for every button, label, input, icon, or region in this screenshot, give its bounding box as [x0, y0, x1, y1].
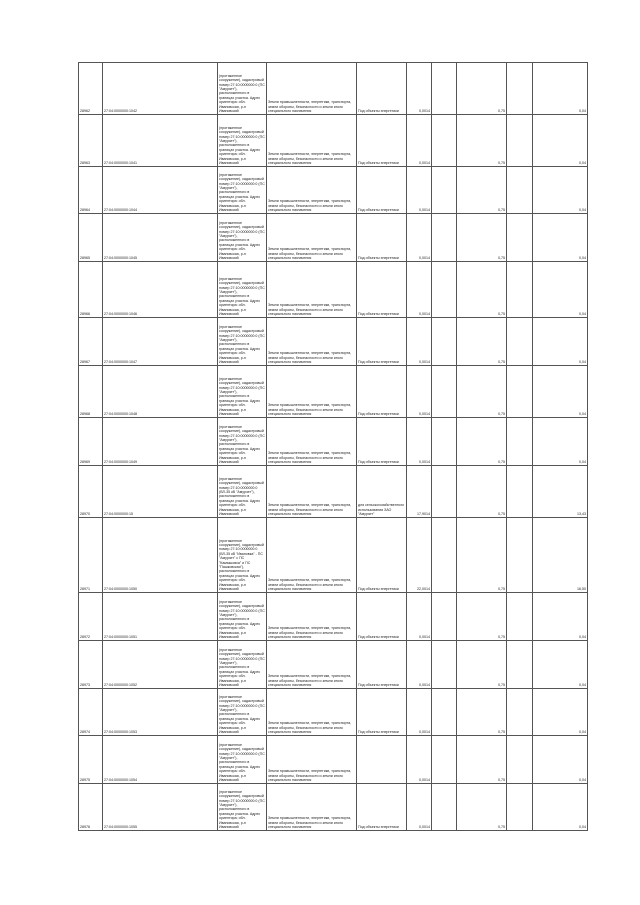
- table-row: [79, 115, 588, 167]
- rate-value: 0,75: [457, 167, 507, 214]
- object-description: (протяженное сооружение), кадастровый номер 27:10:0000000:0 (ПС "Амурзет"), расположенного в границах участка. Адрес ориентира: обл. Ивановская, р-н Ивановский: [218, 63, 267, 115]
- plot-area: 0,0014: [407, 641, 432, 689]
- rate-value: 0,75: [457, 736, 507, 784]
- cadastral-code: 27:04:0000000:1055: [103, 784, 218, 831]
- cadastral-code: 27:04:0000000:15: [103, 466, 218, 518]
- empty-cell: [432, 736, 457, 784]
- table-row: [79, 214, 588, 262]
- land-category: Земли промышленности, энергетики, транспорта, земли обороны, безопасности и земли иного специального назначения: [267, 262, 357, 318]
- land-category: Земли промышленности, энергетики, транспорта, земли обороны, безопасности и земли иного специального назначения: [267, 214, 357, 262]
- permitted-use: Под объекты энергетики: [357, 418, 407, 466]
- plot-area: 0,0014: [407, 214, 432, 262]
- permitted-use: Под объекты энергетики: [357, 518, 407, 593]
- cadastral-code: 27:04:0000000:1049: [103, 418, 218, 466]
- empty-cell: [507, 418, 533, 466]
- total-value: 0,04: [533, 593, 588, 641]
- cadastral-code: 27:04:0000000:1046: [103, 262, 218, 318]
- table-row: [79, 689, 588, 736]
- land-category: Земли промышленности, энергетики, транспорта, земли обороны, безопасности и земли иного специального назначения: [267, 593, 357, 641]
- permitted-use: Под объекты энергетики: [357, 689, 407, 736]
- total-value: 0,04: [533, 214, 588, 262]
- row-number: 28975: [79, 736, 103, 784]
- empty-cell: [507, 366, 533, 418]
- empty-cell: [432, 366, 457, 418]
- permitted-use: Под объекты энергетики: [357, 115, 407, 167]
- empty-cell: [432, 689, 457, 736]
- row-number: 28966: [79, 262, 103, 318]
- rate-value: 0,75: [457, 689, 507, 736]
- cadastral-code: 27:04:0000000:1048: [103, 366, 218, 418]
- row-number: 28964: [79, 167, 103, 214]
- cadastral-code: 27:04:0000000:1044: [103, 167, 218, 214]
- total-value: 0,04: [533, 115, 588, 167]
- rate-value: 0,75: [457, 366, 507, 418]
- plot-area: 0,0014: [407, 167, 432, 214]
- land-plot-table: [78, 62, 588, 831]
- cadastral-code: 27:04:0000000:1041: [103, 115, 218, 167]
- cadastral-code: 27:04:0000000:1042: [103, 63, 218, 115]
- plot-area: 0,0014: [407, 689, 432, 736]
- empty-cell: [432, 63, 457, 115]
- land-category: Земли промышленности, энергетики, транспорта, земли обороны, безопасности и земли иного специального назначения: [267, 736, 357, 784]
- land-category: Земли промышленности, энергетики, транспорта, земли обороны, безопасности и земли иного специального назначения: [267, 418, 357, 466]
- empty-cell: [507, 262, 533, 318]
- empty-cell: [432, 418, 457, 466]
- total-value: 0,04: [533, 736, 588, 784]
- rate-value: 0,75: [457, 318, 507, 366]
- land-category: Земли промышленности, энергетики, транспорта, земли обороны, безопасности и земли иного специального назначения: [267, 518, 357, 593]
- row-number: 28973: [79, 641, 103, 689]
- table-row: [79, 593, 588, 641]
- permitted-use: Под объекты энергетики: [357, 214, 407, 262]
- row-number: 28976: [79, 784, 103, 831]
- land-category: Земли промышленности, энергетики, транспорта, земли обороны, безопасности и земли иного специального назначения: [267, 63, 357, 115]
- rate-value: 0,75: [457, 63, 507, 115]
- object-description: (протяженное сооружение), кадастровый номер 27:10:0000000:0 (ПС "Амурзет"), расположенного в границах участка. Адрес ориентира: обл. Ивановская, р-н Ивановский: [218, 366, 267, 418]
- empty-cell: [432, 214, 457, 262]
- table-body: [79, 63, 588, 831]
- permitted-use: Под объекты энергетики: [357, 784, 407, 831]
- total-value: 0,04: [533, 262, 588, 318]
- plot-area: 0,0014: [407, 418, 432, 466]
- empty-cell: [507, 466, 533, 518]
- row-number: 28969: [79, 418, 103, 466]
- cadastral-code: 27:04:0000000:1051: [103, 593, 218, 641]
- plot-area: 0,0014: [407, 366, 432, 418]
- cadastral-code: 27:04:0000000:1045: [103, 214, 218, 262]
- total-value: 0,04: [533, 318, 588, 366]
- rate-value: 0,75: [457, 262, 507, 318]
- table-row: [79, 736, 588, 784]
- plot-area: 22,0014: [407, 518, 432, 593]
- cadastral-code: 27:04:0000000:1052: [103, 641, 218, 689]
- plot-area: 0,0014: [407, 115, 432, 167]
- object-description: (протяженное сооружение), кадастровый номер 27:10:0000000:0 (ПС "Амурзет"), расположенного в границах участка. Адрес ориентира: обл. Ивановская, р-н Ивановский: [218, 167, 267, 214]
- empty-cell: [507, 318, 533, 366]
- table-row: [79, 262, 588, 318]
- land-category: Земли промышленности, энергетики, транспорта, земли обороны, безопасности и земли иного специального назначения: [267, 689, 357, 736]
- object-description: (протяженное сооружение), кадастровый номер 27:10:0000000:0 (ВЛ-35 кВ "Ивановка" - ПС "Амурзет" с ПС "Камышовка" и ПС "Пашковская"), расположенного в границах участка. Адрес ориентира: обл. Ивановская, р-н Ивановский: [218, 518, 267, 593]
- empty-cell: [507, 63, 533, 115]
- empty-cell: [432, 641, 457, 689]
- row-number: 28972: [79, 593, 103, 641]
- row-number: 28967: [79, 318, 103, 366]
- total-value: 0,04: [533, 641, 588, 689]
- plot-area: 0,0014: [407, 593, 432, 641]
- permitted-use: Под объекты энергетики: [357, 63, 407, 115]
- permitted-use: Под объекты энергетики: [357, 167, 407, 214]
- empty-cell: [507, 518, 533, 593]
- rate-value: 0,75: [457, 593, 507, 641]
- table-row: [79, 641, 588, 689]
- empty-cell: [432, 262, 457, 318]
- empty-cell: [432, 466, 457, 518]
- rate-value: 0,75: [457, 641, 507, 689]
- empty-cell: [432, 167, 457, 214]
- empty-cell: [507, 214, 533, 262]
- empty-cell: [432, 518, 457, 593]
- total-value: 0,04: [533, 784, 588, 831]
- total-value: 0,04: [533, 418, 588, 466]
- rate-value: 0,75: [457, 418, 507, 466]
- object-description: (протяженное сооружение), кадастровый номер 27:10:0000000:0 (ПС "Амурзет"), расположенного в границах участка. Адрес ориентира: обл. Ивановская, р-н Ивановский: [218, 214, 267, 262]
- permitted-use: [357, 736, 407, 784]
- object-description: (протяженное сооружение), кадастровый номер 27:10:0000000:0 (ПС "Амурзет"), расположенного в границах участка. Адрес ориентира: обл. Ивановская, р-н Ивановский: [218, 318, 267, 366]
- total-value: 0,04: [533, 167, 588, 214]
- land-category: Земли промышленности, энергетики, транспорта, земли обороны, безопасности и земли иного специального назначения: [267, 318, 357, 366]
- row-number: 28970: [79, 466, 103, 518]
- plot-area: 0,0014: [407, 63, 432, 115]
- object-description: (протяженное сооружение), кадастровый номер 27:10:0000000:0 (ПС "Амурзет"), расположенного в границах участка. Адрес ориентира: обл. Ивановская, р-н Ивановский: [218, 115, 267, 167]
- row-number: 28963: [79, 115, 103, 167]
- empty-cell: [507, 593, 533, 641]
- empty-cell: [432, 318, 457, 366]
- empty-cell: [507, 167, 533, 214]
- cadastral-code: 27:04:0000000:1053: [103, 689, 218, 736]
- empty-cell: [507, 736, 533, 784]
- plot-area: 0,0014: [407, 736, 432, 784]
- rate-value: 0,75: [457, 784, 507, 831]
- land-category: Земли промышленности, энергетики, транспорта, земли обороны, безопасности и земли иного специального назначения: [267, 366, 357, 418]
- table-row: [79, 366, 588, 418]
- table-row: [79, 418, 588, 466]
- row-number: 28971: [79, 518, 103, 593]
- table-row: [79, 784, 588, 831]
- total-value: 13,43: [533, 466, 588, 518]
- object-description: (протяженное сооружение), кадастровый номер 27:10:0000000:0 (ПС "Амурзет"), расположенного в границах участка. Адрес ориентира: обл. Ивановская, р-н Ивановский: [218, 262, 267, 318]
- table-row: [79, 466, 588, 518]
- land-category: Земли промышленности, энергетики, транспорта, земли обороны, безопасности и земли иного специального назначения: [267, 784, 357, 831]
- empty-cell: [507, 641, 533, 689]
- table-row: [79, 318, 588, 366]
- row-number: 28968: [79, 366, 103, 418]
- permitted-use: Под объекты энергетики: [357, 262, 407, 318]
- cadastral-code: 27:04:0000000:1050: [103, 518, 218, 593]
- row-number: 28962: [79, 63, 103, 115]
- total-value: 16,50: [533, 518, 588, 593]
- empty-cell: [432, 784, 457, 831]
- plot-area: 0,0014: [407, 262, 432, 318]
- total-value: 0,04: [533, 63, 588, 115]
- permitted-use: Под объекты энергетики: [357, 641, 407, 689]
- empty-cell: [507, 784, 533, 831]
- rate-value: 0,75: [457, 518, 507, 593]
- rate-value: 0,75: [457, 214, 507, 262]
- land-category: Земли промышленности, энергетики, транспорта, земли обороны, безопасности и земли иного специального назначения: [267, 466, 357, 518]
- cadastral-code: 27:04:0000000:1054: [103, 736, 218, 784]
- permitted-use: Под объекты энергетики: [357, 593, 407, 641]
- cadastral-code: 27:04:0000000:1047: [103, 318, 218, 366]
- object-description: (протяженное сооружение), кадастровый номер 27:10:0000000:0 (ПС "Амурзет"), расположенного в границах участка. Адрес ориентира: обл. Ивановская, р-н Ивановский: [218, 418, 267, 466]
- table-row: [79, 518, 588, 593]
- land-category: Земли промышленности, энергетики, транспорта, земли обороны, безопасности и земли иного специального назначения: [267, 641, 357, 689]
- empty-cell: [507, 689, 533, 736]
- permitted-use: для сельскохозяйственного использования ЗАО "Амурзет": [357, 466, 407, 518]
- plot-area: 0,0014: [407, 784, 432, 831]
- empty-cell: [432, 593, 457, 641]
- empty-cell: [507, 115, 533, 167]
- object-description: (протяженное сооружение), кадастровый номер 27:10:0000000:0 (ПС "Амурзет"), расположенного в границах участка. Адрес ориентира: обл. Ивановская, р-н Ивановский: [218, 641, 267, 689]
- row-number: 28974: [79, 689, 103, 736]
- plot-area: 0,0014: [407, 318, 432, 366]
- total-value: 0,04: [533, 689, 588, 736]
- total-value: 0,04: [533, 366, 588, 418]
- empty-cell: [432, 115, 457, 167]
- land-category: Земли промышленности, энергетики, транспорта, земли обороны, безопасности и земли иного специального назначения: [267, 115, 357, 167]
- rate-value: 0,75: [457, 466, 507, 518]
- land-category: Земли промышленности, энергетики, транспорта, земли обороны, безопасности и земли иного специального назначения: [267, 167, 357, 214]
- object-description: (протяженное сооружение), кадастровый номер 27:10:0000000:0 (ПС "Амурзет"), расположенного в границах участка. Адрес ориентира: обл. Ивановская, р-н Ивановский: [218, 736, 267, 784]
- object-description: (протяженное сооружение), кадастровый номер 27:10:0000000:0 (ПС "Амурзет"), расположенного в границах участка. Адрес ориентира: обл. Ивановская, р-н Ивановский: [218, 593, 267, 641]
- plot-area: 17,9014: [407, 466, 432, 518]
- permitted-use: Под объекты энергетики: [357, 318, 407, 366]
- object-description: (протяженное сооружение), кадастровый номер 27:10:0000000:0 (ПС "Амурзет"), расположенного в границах участка. Адрес ориентира: обл. Ивановская, р-н Ивановский: [218, 784, 267, 831]
- object-description: (протяженное сооружение), кадастровый номер 27:10:0000000:0 (ПС "Амурзет"), расположенного в границах участка. Адрес ориентира: обл. Ивановская, р-н Ивановский: [218, 689, 267, 736]
- object-description: (протяженное сооружение), кадастровый номер 27:10:0000000:0 (ВЛ-35 кВ "Амурзет"), расположенного в границах участка. Адрес ориентира: обл. Ивановская, р-н Ивановский: [218, 466, 267, 518]
- permitted-use: Под объекты энергетики: [357, 366, 407, 418]
- row-number: 28965: [79, 214, 103, 262]
- rate-value: 0,75: [457, 115, 507, 167]
- table-row: [79, 167, 588, 214]
- table-row: [79, 63, 588, 115]
